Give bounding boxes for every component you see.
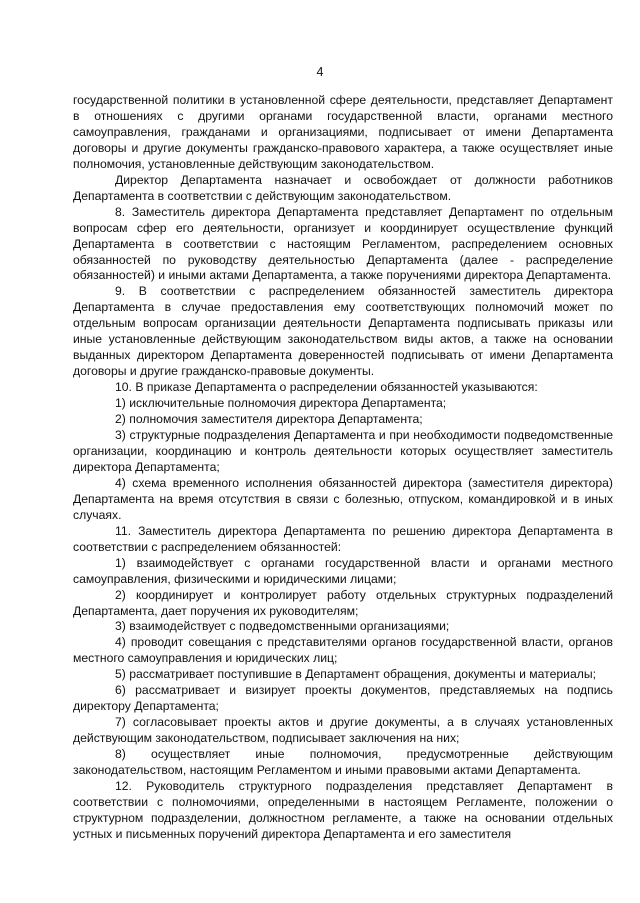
paragraph: Директор Департамента назначает и освобождает от должности работников Департамента в соответствии с действующим законодательством. <box>73 172 613 203</box>
paragraph: 3) структурные подразделения Департамента и при необходимости подведомственные организации, координацию и контроль деятельности которых осуществляет заместитель директора Департамента; <box>73 428 613 474</box>
paragraph: 2) координирует и контролирует работу отдельных структурных подразделений Департамента, дает поручения их руководителям; <box>73 587 613 618</box>
paragraph: 9. В соответствии с распределением обязанностей заместитель директора Департамента в случае предоставления ему соответствующих полномочий может по отдельным вопросам организации деятельности Департамента подписывать приказы или иные установленные действующим законодательством виды актов, а также на основании выданных директором Департамента доверенностей подписывать от имени Департамента договоры и другие гражданско-правовые документы. <box>73 284 613 379</box>
paragraph: 3) взаимодействует с подведомственными организациями; <box>115 619 450 634</box>
paragraph: 1) исключительные полномочия директора Департамента; <box>115 396 447 411</box>
paragraph: 1) взаимодействует с органами государственной власти и органами местного самоуправления, физическими и юридическими лицами; <box>73 555 613 586</box>
paragraph: 10. В приказе Департамента о распределении обязанностей указываются: <box>115 380 538 395</box>
paragraph: государственной политики в установленной сфере деятельности, представляет Департамент в отношениях с другими органами государственной власти, органами местного самоуправления, гражданами и организациями, подписывает от имени Департамента договоры и другие документы гражданско-правового характера, а также осуществляет иные полномочия, установленные действующим законодательством. <box>73 93 613 171</box>
paragraph: 2) полномочия заместителя директора Департамента; <box>115 412 423 427</box>
document-body <box>73 93 613 843</box>
paragraph: 4) проводит совещания с представителями органов государственной власти, органов местного самоуправления и юридических лиц; <box>73 635 613 666</box>
paragraph: 5) рассматривает поступившие в Департамент обращения, документы и материалы; <box>115 667 597 682</box>
paragraph: 7) согласовывает проекты актов и другие документы, а в случаях установленных действующим законодательством, подписывает заключения на них; <box>73 715 613 746</box>
paragraph: 12. Руководитель структурного подразделения представляет Департамент в соответствии с полномочиями, определенными в настоящем Регламенте, положении о структурном подразделении, должностном регламенте, а также на основании отдельных устных и письменных поручений директора Департамента и его заместителя <box>73 778 613 841</box>
paragraph: 8. Заместитель директора Департамента представляет Департамент по отдельным вопросам сфер его деятельности, организует и координирует осуществление функций Департамента в соответствии с настоящим Регламентом, распределением основных обязанностей по руководству деятельностью Департамента (далее - распределение обязанностей) и иными актами Департамента, а также поручениями директора Департамента. <box>73 204 613 283</box>
paragraph: 11. Заместитель директора Департамента по решению директора Департамента в соответствии с распределением обязанностей: <box>73 523 613 554</box>
page-number: 4 <box>316 65 324 79</box>
paragraph: 6) рассматривает и визирует проекты документов, представляемых на подпись директору Департамента; <box>73 683 613 714</box>
paragraph: 4) схема временного исполнения обязанностей директора (заместителя директора) Департамента на время отсутствия в связи с болезнью, отпуском, командировкой и в иных случаях. <box>73 475 613 522</box>
paragraph: 8) осуществляет иные полномочия, предусмотренные действующим законодательством, настоящим Регламентом и иными правовыми актами Департамента. <box>73 747 613 778</box>
